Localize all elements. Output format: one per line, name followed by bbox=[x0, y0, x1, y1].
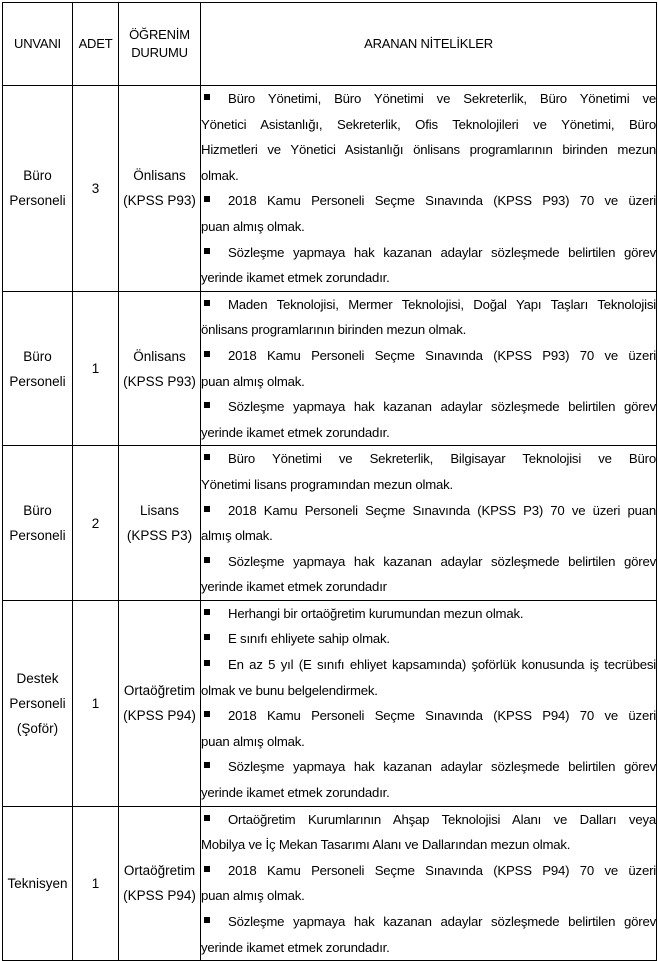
cell-adet: 1 bbox=[73, 291, 119, 446]
requirement-line bbox=[201, 369, 656, 395]
requirement-text: 2018 Kamu Personeli Seçme Sınavında (KPSS P3) 70 ve üzeri puan bbox=[228, 502, 656, 518]
cell-unvan bbox=[3, 86, 73, 292]
requirement-text: Sözleşme yapmaya hak kazanan adaylar sözleşmede belirtilen görev bbox=[228, 553, 656, 569]
square-bullet-icon bbox=[204, 711, 210, 717]
requirement-text: Herhangi bir ortaöğretim kurumundan mezun olmak. bbox=[228, 605, 524, 621]
requirement-line bbox=[201, 240, 656, 266]
ogrenim-line: (KPSS P3) bbox=[126, 528, 193, 544]
cell-adet: 1 bbox=[73, 806, 119, 961]
cell-adet: 3 bbox=[73, 86, 119, 292]
requirement-text: 2018 Kamu Personeli Seçme Sınavında (KPSS P93) 70 ve üzeri bbox=[228, 193, 656, 209]
requirement-text: Maden Teknolojisi, Mermer Teknolojisi, Doğal Yapı Taşları Teknolojisi bbox=[228, 296, 656, 312]
requirement-line bbox=[201, 678, 656, 704]
ogrenim-line: (KPSS P93) bbox=[123, 373, 196, 389]
requirement-line bbox=[201, 754, 656, 780]
requirement-line bbox=[201, 729, 656, 755]
square-bullet-icon bbox=[204, 94, 210, 100]
square-bullet-icon bbox=[204, 248, 210, 254]
header-adet: ADET bbox=[73, 3, 119, 86]
cell-ogrenim bbox=[119, 86, 201, 292]
requirement-text: Ortaöğretim Kurumlarının Ahşap Teknolojisi Alanı ve Dalları veya bbox=[228, 811, 656, 827]
table-body bbox=[3, 86, 657, 961]
requirement-line bbox=[201, 112, 656, 138]
header-ogrenim-line-2: DURUMU bbox=[131, 45, 188, 60]
requirement-text: Sözleşme yapmaya hak kazanan adaylar sözleşmede belirtilen görev bbox=[228, 759, 656, 775]
requirement-text: 2018 Kamu Personeli Seçme Sınavında (KPSS P94) 70 ve üzeri bbox=[228, 708, 656, 724]
square-bullet-icon bbox=[204, 917, 210, 923]
square-bullet-icon bbox=[204, 454, 210, 460]
ogrenim-line: Ortaöğretim bbox=[123, 863, 196, 879]
requirement-line bbox=[201, 317, 656, 343]
unvan-line: Büro bbox=[23, 503, 52, 519]
square-bullet-icon bbox=[204, 866, 210, 872]
requirement-line bbox=[201, 626, 656, 652]
unvan-line: Personeli bbox=[9, 528, 66, 544]
cell-nitelikler bbox=[201, 291, 657, 446]
unvan-line: Personeli bbox=[9, 695, 66, 711]
header-ogrenim-line-1: ÖĞRENİM bbox=[129, 27, 190, 42]
square-bullet-icon bbox=[204, 557, 210, 563]
requirement-line bbox=[201, 858, 656, 884]
requirement-text: Yönetimi lisans programından mezun olmak. bbox=[201, 476, 454, 492]
unvan-line: Büro bbox=[23, 348, 52, 364]
cell-adet: 2 bbox=[73, 446, 119, 601]
cell-nitelikler bbox=[201, 86, 657, 292]
requirement-text: Mobilya ve İç Mekan Tasarımı Alanı ve Dallarından mezun olmak. bbox=[201, 837, 571, 853]
ogrenim-line: Önlisans bbox=[133, 168, 186, 184]
square-bullet-icon bbox=[204, 660, 210, 666]
requirement-line bbox=[201, 265, 656, 291]
requirement-text: Yönetici Asistanlığı, Sekreterlik, Ofis Teknolojileri ve Yönetimi, Büro bbox=[201, 116, 656, 132]
ogrenim-line: Ortaöğretim bbox=[123, 683, 196, 699]
requirement-line bbox=[201, 909, 656, 935]
cell-ogrenim bbox=[119, 806, 201, 961]
cell-nitelikler bbox=[201, 446, 657, 601]
ogrenim-line: (KPSS P94) bbox=[123, 708, 196, 724]
table-row bbox=[3, 806, 657, 961]
requirement-text: Sözleşme yapmaya hak kazanan adaylar sözleşmede belirtilen görev bbox=[228, 914, 656, 929]
cell-ogrenim bbox=[119, 600, 201, 806]
requirement-text: 2018 Kamu Personeli Seçme Sınavında (KPSS P94) 70 ve üzeri bbox=[228, 862, 656, 878]
requirement-line bbox=[201, 86, 656, 112]
header-row bbox=[3, 3, 657, 86]
requirement-line bbox=[201, 703, 656, 729]
cell-unvan bbox=[3, 600, 73, 806]
requirement-line bbox=[201, 446, 656, 472]
requirement-text: yerinde ikamet etmek zorundadır. bbox=[201, 785, 390, 801]
square-bullet-icon bbox=[204, 300, 210, 306]
unvan-line: Personeli bbox=[9, 373, 66, 389]
requirement-text: olmak ve bunu belgelendirmek. bbox=[201, 682, 378, 698]
requirement-line bbox=[201, 549, 656, 575]
requirement-line bbox=[201, 214, 656, 240]
requirement-text: Sözleşme yapmaya hak kazanan adaylar sözleşmede belirtilen görev bbox=[228, 244, 656, 260]
requirement-line bbox=[201, 601, 656, 627]
requirement-text: puan almış olmak. bbox=[201, 218, 305, 234]
requirement-line bbox=[201, 523, 656, 549]
unvan-line: Destek bbox=[16, 670, 59, 686]
cell-unvan bbox=[3, 446, 73, 601]
cell-nitelikler bbox=[201, 806, 657, 961]
unvan-line: Teknisyen bbox=[7, 875, 68, 891]
requirement-line bbox=[201, 420, 656, 446]
requirement-line bbox=[201, 163, 656, 189]
requirement-text: puan almış olmak. bbox=[201, 733, 305, 749]
requirement-line bbox=[201, 883, 656, 909]
header-unvan: UNVANI bbox=[3, 3, 73, 86]
requirement-line bbox=[201, 832, 656, 858]
requirement-text: yerinde ikamet etmek zorundadır bbox=[201, 579, 387, 595]
ogrenim-line: Önlisans bbox=[133, 348, 186, 364]
ogrenim-line: (KPSS P94) bbox=[123, 888, 196, 904]
requirement-line bbox=[201, 472, 656, 498]
cell-ogrenim bbox=[119, 446, 201, 601]
cell-unvan bbox=[3, 291, 73, 446]
requirement-line bbox=[201, 498, 656, 524]
requirement-text: Büro Yönetimi, Büro Yönetimi ve Sekreterlik, Büro Yönetimi ve bbox=[228, 91, 656, 106]
requirement-text: Hizmetleri ve Yönetici Asistanlığı önlisans programlarının birinden mezun bbox=[201, 142, 656, 158]
table-row bbox=[3, 291, 657, 446]
ogrenim-line: Lisans bbox=[139, 503, 180, 519]
requirement-text: yerinde ikamet etmek zorundadır. bbox=[201, 270, 390, 286]
requirement-text: önlisans programlarının birinden mezun olmak. bbox=[201, 322, 467, 338]
requirement-text: yerinde ikamet etmek zorundadır. bbox=[201, 939, 390, 955]
cell-nitelikler bbox=[201, 600, 657, 806]
cell-ogrenim bbox=[119, 291, 201, 446]
unvan-line: Personeli bbox=[9, 193, 66, 209]
requirement-text: En az 5 yıl (E sınıfı ehliyet kapsamında) şoförlük konusunda iş tecrübesi bbox=[228, 657, 656, 673]
requirement-text: puan almış olmak. bbox=[201, 888, 305, 904]
table-row bbox=[3, 446, 657, 601]
requirement-line bbox=[201, 137, 656, 163]
requirement-text: Sözleşme yapmaya hak kazanan adaylar sözleşmede belirtilen görev bbox=[228, 399, 656, 415]
square-bullet-icon bbox=[204, 609, 210, 615]
requirement-text: E sınıfı ehliyete sahip olmak. bbox=[228, 631, 390, 647]
square-bullet-icon bbox=[204, 506, 210, 512]
requirement-line bbox=[201, 652, 656, 678]
square-bullet-icon bbox=[204, 351, 210, 357]
header-ogrenim bbox=[119, 3, 201, 86]
square-bullet-icon bbox=[204, 196, 210, 202]
cell-unvan bbox=[3, 806, 73, 961]
requirement-text: yerinde ikamet etmek zorundadır. bbox=[201, 424, 390, 440]
requirement-line bbox=[201, 780, 656, 806]
requirement-text: puan almış olmak. bbox=[201, 373, 305, 389]
ogrenim-line: (KPSS P93) bbox=[123, 193, 196, 209]
unvan-line: Büro bbox=[23, 168, 52, 184]
table-row bbox=[3, 600, 657, 806]
requirement-text: almış olmak. bbox=[201, 528, 273, 544]
requirement-line bbox=[201, 292, 656, 318]
unvan-line: (Şoför) bbox=[16, 720, 59, 736]
requirement-line bbox=[201, 394, 656, 420]
requirement-text: olmak. bbox=[201, 167, 239, 183]
requirement-line bbox=[201, 935, 656, 961]
requirement-line bbox=[201, 343, 656, 369]
requirement-text: 2018 Kamu Personeli Seçme Sınavında (KPSS P93) 70 ve üzeri bbox=[228, 347, 656, 363]
square-bullet-icon bbox=[204, 762, 210, 768]
square-bullet-icon bbox=[204, 402, 210, 408]
square-bullet-icon bbox=[204, 815, 210, 821]
header-nitelik: ARANAN NİTELİKLER bbox=[201, 3, 657, 86]
requirement-line bbox=[201, 807, 656, 833]
table-row bbox=[3, 86, 657, 292]
job-requirements-table bbox=[2, 2, 657, 961]
requirement-line bbox=[201, 574, 656, 600]
square-bullet-icon bbox=[204, 634, 210, 640]
cell-adet: 1 bbox=[73, 600, 119, 806]
requirement-line bbox=[201, 188, 656, 214]
requirement-text: Büro Yönetimi ve Sekreterlik, Bilgisayar Teknolojisi ve Büro bbox=[228, 451, 656, 467]
